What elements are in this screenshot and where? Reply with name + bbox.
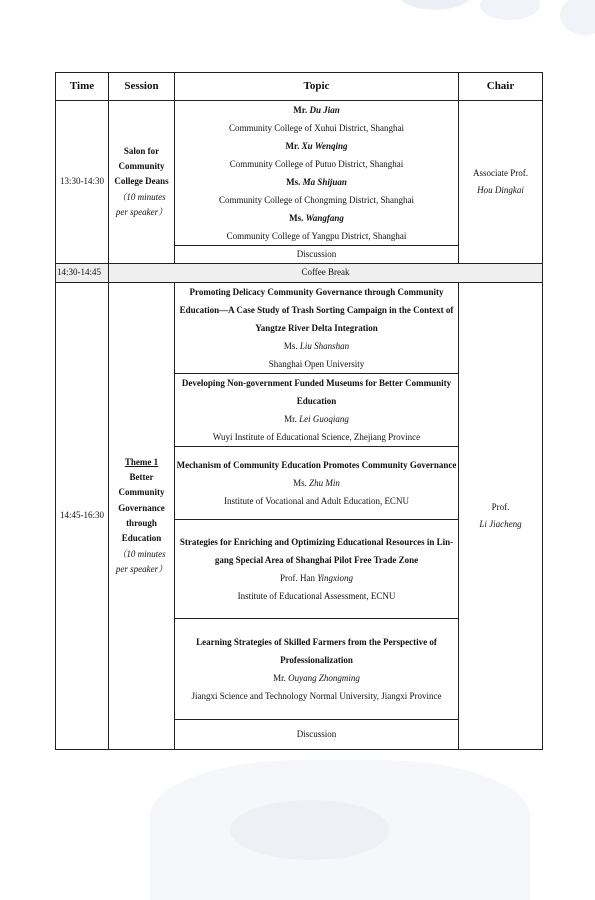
talk-title: Promoting Delicacy Community Governance through Community Education—A Case Study of Trash Sorting Campaign in the Context of Yangtze River Delta Integration xyxy=(179,287,454,333)
talk-title: Mechanism of Community Education Promotes Community Governance xyxy=(176,460,457,470)
speaker-name-line: Ms. Zhu Min xyxy=(293,478,340,488)
header-session: Session xyxy=(109,73,175,101)
speaker-affiliation: Community College of Putuo District, Shanghai xyxy=(229,159,404,169)
session-line: Governance xyxy=(118,502,165,513)
background-shape xyxy=(560,0,595,35)
salon-chair xyxy=(459,101,543,264)
talk-cell xyxy=(175,283,459,374)
session-line: Salon for xyxy=(123,145,160,156)
session-line: College Deans xyxy=(114,176,169,187)
speaker-affiliation: Community College of Xuhui District, Shanghai xyxy=(229,123,404,133)
session-note: （10 minutes xyxy=(117,191,166,202)
theme1-session xyxy=(109,283,175,750)
session-line: Better xyxy=(129,472,154,483)
theme1-time: 14:45-16:30 xyxy=(56,283,109,750)
speaker-affiliation: Jiangxi Science and Technology Normal University, Jiangxi Province xyxy=(191,691,442,701)
speaker-affiliation: Community College of Yangpu District, Shanghai xyxy=(226,231,407,241)
speaker-affiliation: Wuyi Institute of Educational Science, Zhejiang Province xyxy=(212,432,421,442)
talk-cell xyxy=(175,374,459,447)
speaker-name-line: Ms. Liu Shanshan xyxy=(283,341,350,351)
coffee-label: Coffee Break xyxy=(109,264,543,283)
speaker-name-line: Mr. Lei Guoqiang xyxy=(284,414,349,424)
chair-name: Li Jiacheng xyxy=(479,519,522,529)
background-shape xyxy=(230,800,390,860)
session-line: Education xyxy=(121,533,162,544)
speaker-affiliation: Shanghai Open University xyxy=(268,359,365,369)
session-line: Community xyxy=(118,161,165,172)
salon-speakers xyxy=(175,101,459,246)
background-shape xyxy=(150,760,530,900)
speaker-name-line: Prof. Han Yingxiong xyxy=(279,573,354,583)
header-row xyxy=(56,73,543,101)
chair-name: Hou Dingkai xyxy=(477,185,524,195)
header-time: Time xyxy=(56,73,109,101)
speaker-name-line: Mr. Du Jian xyxy=(293,105,340,115)
speaker-affiliation: Institute of Educational Assessment, ECNU xyxy=(237,591,396,601)
header-chair: Chair xyxy=(459,73,543,101)
salon-time: 13:30-14:30 xyxy=(56,101,109,264)
background-shape xyxy=(480,0,540,20)
session-line: Community xyxy=(118,487,165,498)
salon-row xyxy=(56,101,543,246)
session-line: through xyxy=(126,518,157,528)
talk-title: Developing Non-government Funded Museums for Better Community Education xyxy=(181,378,452,406)
talk-title: Learning Strategies of Skilled Farmers from the Perspective of Professionalization xyxy=(196,637,437,665)
salon-session xyxy=(109,101,175,264)
speaker-name-line: Mr. Xu Wenqing xyxy=(285,141,348,151)
chair-title: Associate Prof. xyxy=(473,167,528,178)
speaker-affiliation: Community College of Chongming District, Shanghai xyxy=(219,195,414,205)
speaker-name-line: Ms. Ma Shijuan xyxy=(286,177,347,187)
chair-title: Prof. xyxy=(491,501,510,512)
speaker-name-line: Mr. Ouyang Zhongming xyxy=(273,673,360,683)
speaker-affiliation: Institute of Vocational and Adult Education, ECNU xyxy=(224,496,409,506)
background-shape xyxy=(395,0,475,10)
salon-discussion: Discussion xyxy=(175,246,459,264)
schedule-table xyxy=(55,72,543,750)
talk-title: Strategies for Enriching and Optimizing Educational Resources in Lin-gang Special Area of Shanghai Pilot Free Trade Zone xyxy=(179,537,454,565)
coffee-row xyxy=(56,264,543,283)
talk-cell xyxy=(175,520,459,619)
session-note: per speaker） xyxy=(115,206,168,217)
header-topic: Topic xyxy=(175,73,459,101)
theme1-row xyxy=(56,283,543,374)
coffee-time: 14:30-14:45 xyxy=(56,264,109,283)
talk-cell xyxy=(175,619,459,720)
session-note: （10 minutes xyxy=(117,548,166,559)
session-note: per speaker） xyxy=(115,563,168,574)
theme-label: Theme 1 xyxy=(124,456,159,467)
speaker-name-line: Ms. Wangfang xyxy=(289,213,344,223)
talk-cell xyxy=(175,447,459,520)
theme1-chair xyxy=(459,283,543,750)
theme1-discussion: Discussion xyxy=(175,720,459,750)
